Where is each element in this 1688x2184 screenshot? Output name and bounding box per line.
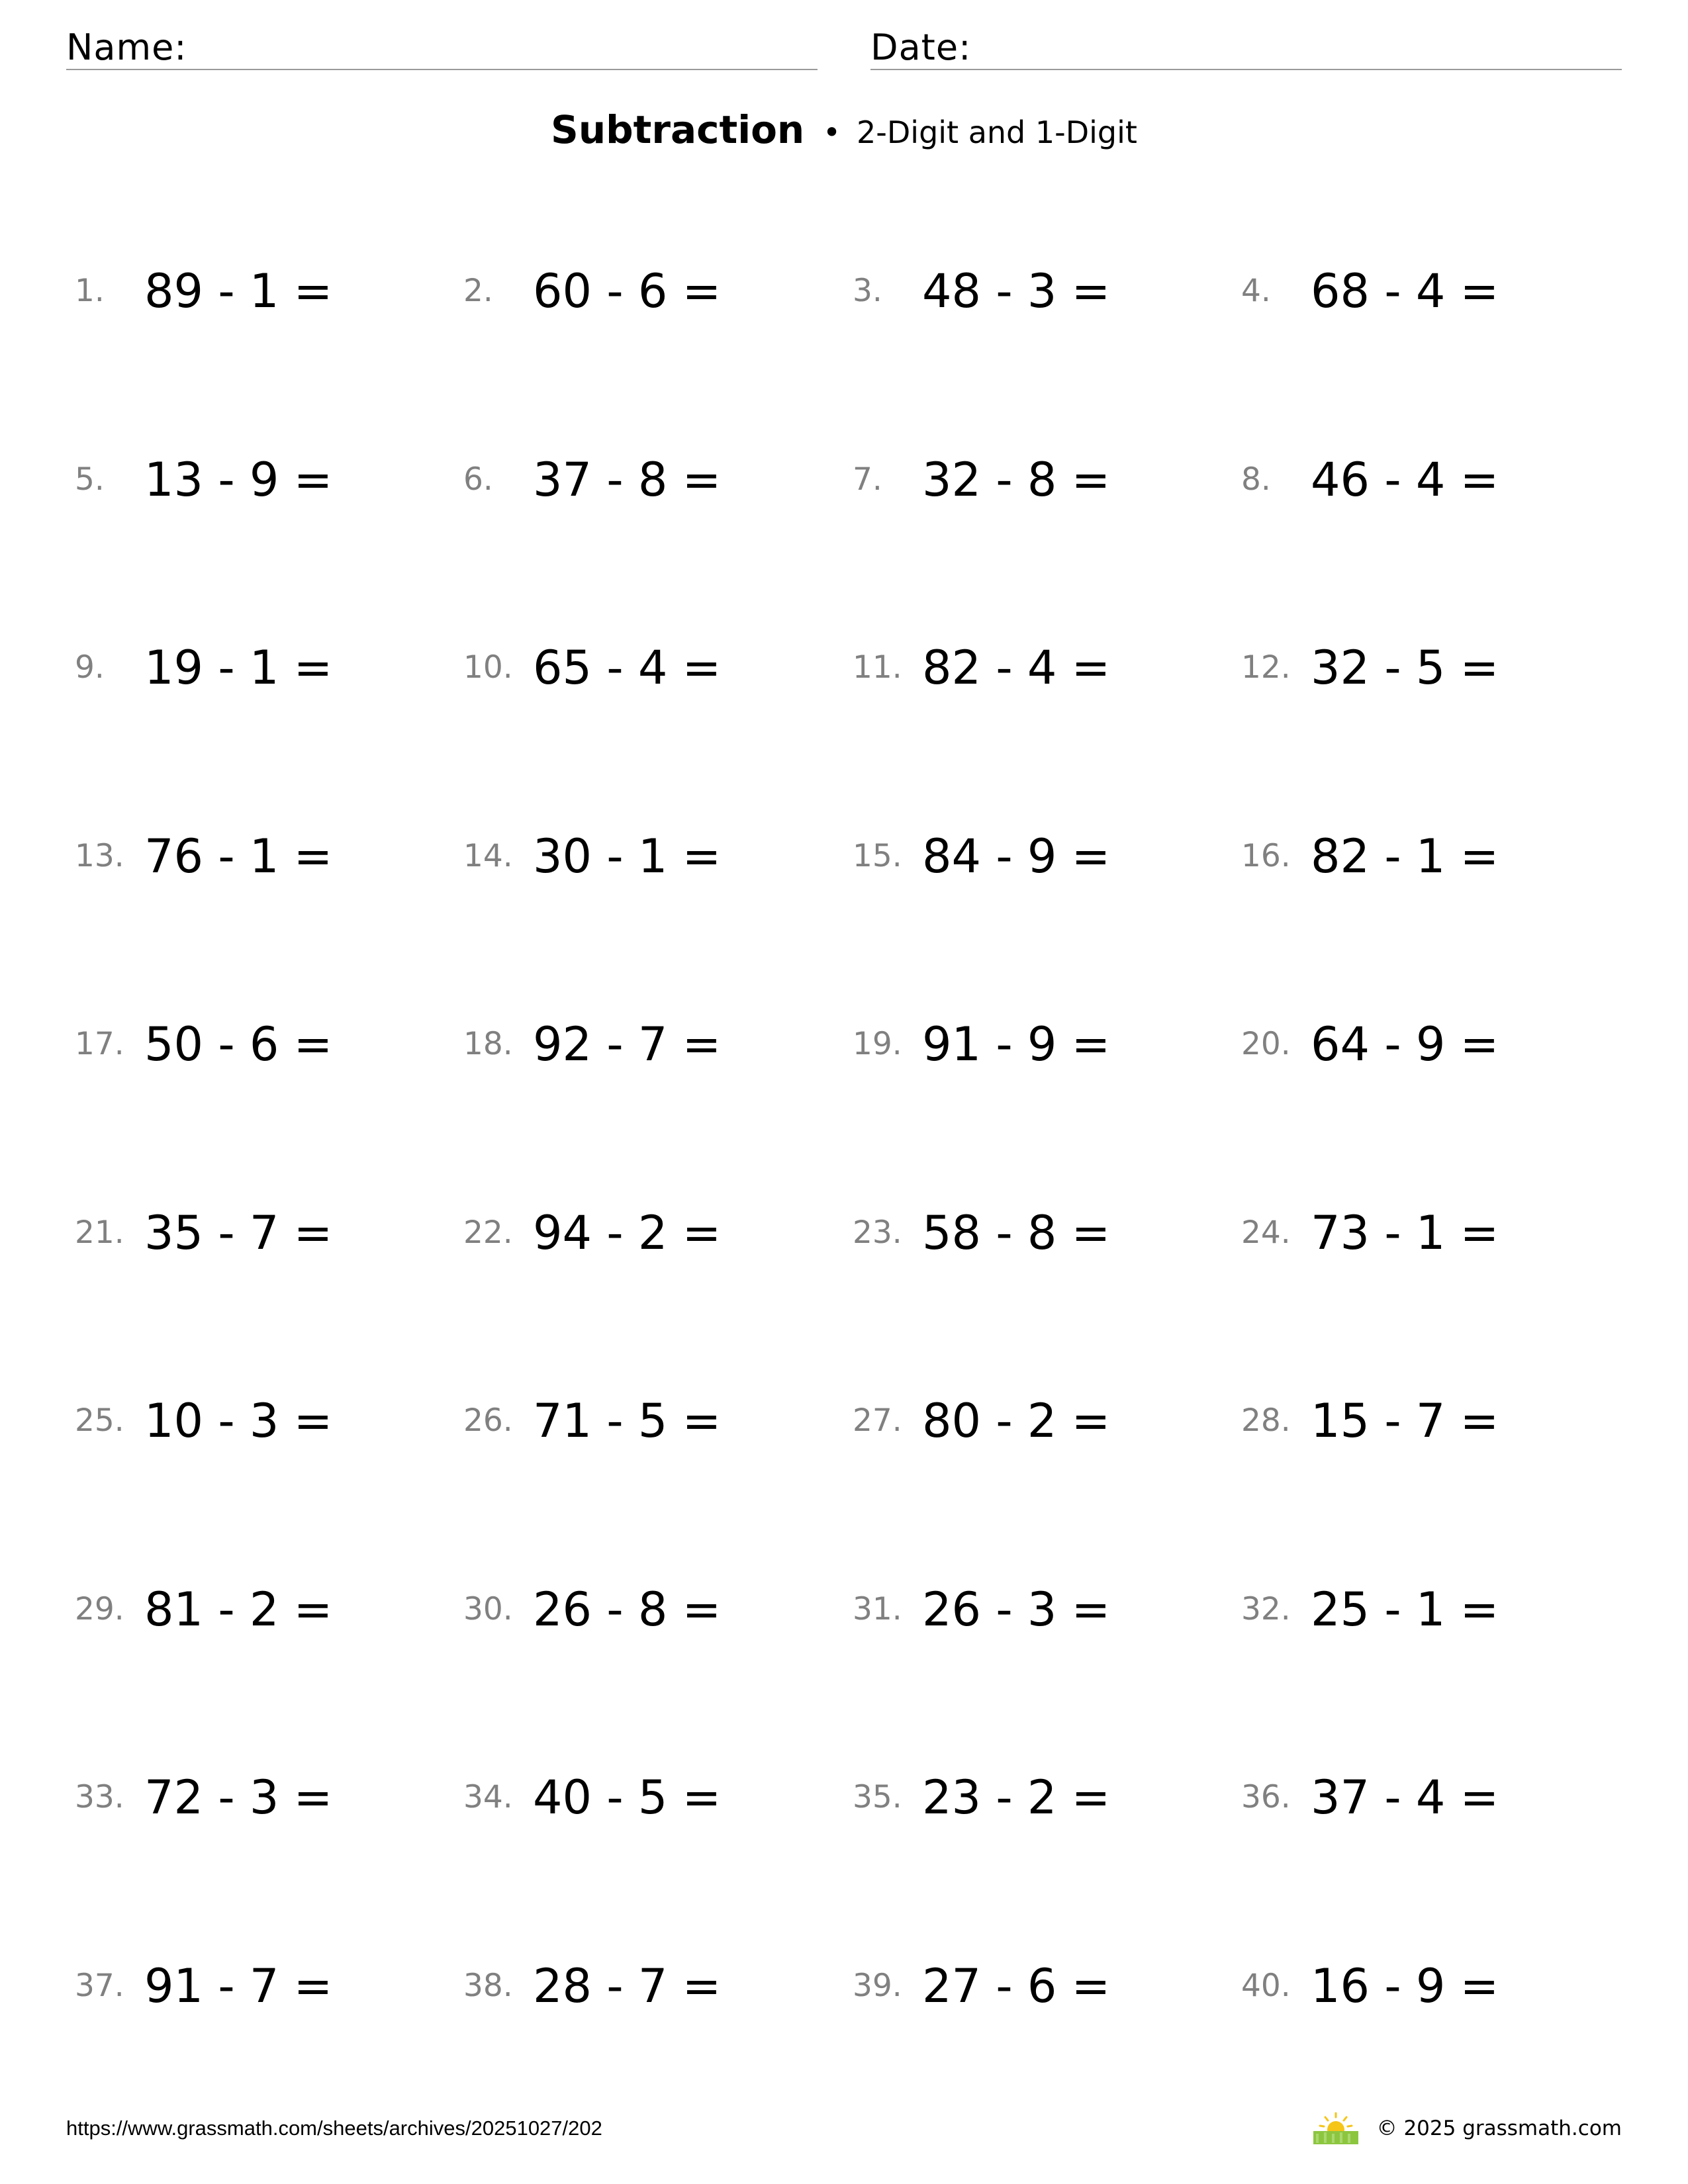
problem-equation: 71 - 5 = (533, 1394, 722, 1448)
problem-item (75, 1391, 445, 1451)
problem-item (75, 638, 445, 698)
problem-equation: 68 - 4 = (1311, 264, 1499, 318)
problem-item (853, 1580, 1223, 1639)
problem-item (463, 1391, 834, 1451)
problem-item (75, 1768, 445, 1827)
problem-number: 13. (75, 838, 124, 874)
problem-number: 14. (463, 838, 513, 874)
problem-number: 35. (853, 1779, 902, 1815)
problem-number: 40. (1241, 1968, 1291, 2004)
problem-number: 1. (75, 273, 105, 309)
problem-equation: 81 - 2 = (144, 1582, 333, 1637)
problem-equation: 40 - 5 = (533, 1770, 722, 1825)
problem-equation: 76 - 1 = (144, 829, 333, 884)
problem-number: 10. (463, 649, 513, 686)
title-bullet: • (823, 114, 841, 150)
problem-equation: 32 - 8 = (922, 453, 1111, 507)
problem-equation: 50 - 6 = (144, 1017, 333, 1071)
problem-equation: 32 - 5 = (1311, 641, 1499, 695)
problem-number: 15. (853, 838, 902, 874)
problem-number: 31. (853, 1591, 902, 1627)
problem-item (853, 261, 1223, 321)
problem-equation: 58 - 8 = (922, 1206, 1111, 1260)
problem-equation: 35 - 7 = (144, 1206, 333, 1260)
problem-number: 27. (853, 1402, 902, 1439)
problem-number: 19. (853, 1026, 902, 1062)
problem-item (463, 1956, 834, 2016)
problem-equation: 10 - 3 = (144, 1394, 333, 1448)
problem-number: 16. (1241, 838, 1291, 874)
problem-number: 2. (463, 273, 493, 309)
problem-number: 30. (463, 1591, 513, 1627)
problem-item (463, 1015, 834, 1074)
problem-item (853, 1391, 1223, 1451)
problem-number: 36. (1241, 1779, 1291, 1815)
problem-item (463, 1203, 834, 1263)
footer-brand (1312, 2110, 1622, 2147)
problem-item (1241, 261, 1612, 321)
problem-number: 29. (75, 1591, 124, 1627)
problem-equation: 23 - 2 = (922, 1770, 1111, 1825)
problem-item (1241, 1956, 1612, 2016)
problem-number: 12. (1241, 649, 1291, 686)
problem-equation: 73 - 1 = (1311, 1206, 1499, 1260)
problem-equation: 80 - 2 = (922, 1394, 1111, 1448)
problem-equation: 82 - 4 = (922, 641, 1111, 695)
problem-item (75, 1956, 445, 2016)
problem-equation: 25 - 1 = (1311, 1582, 1499, 1637)
problem-equation: 91 - 7 = (144, 1959, 333, 2013)
problem-item (1241, 1015, 1612, 1074)
problem-equation: 72 - 3 = (144, 1770, 333, 1825)
problem-equation: 64 - 9 = (1311, 1017, 1499, 1071)
problem-item (75, 1203, 445, 1263)
problem-number: 38. (463, 1968, 513, 2004)
problem-equation: 46 - 4 = (1311, 453, 1499, 507)
problem-number: 33. (75, 1779, 124, 1815)
problem-equation: 30 - 1 = (533, 829, 722, 884)
problem-equation: 82 - 1 = (1311, 829, 1499, 884)
problem-equation: 89 - 1 = (144, 264, 333, 318)
problem-number: 23. (853, 1214, 902, 1251)
problem-number: 11. (853, 649, 902, 686)
problem-equation: 19 - 1 = (144, 641, 333, 695)
problem-equation: 27 - 6 = (922, 1959, 1111, 2013)
title-subtitle: 2-Digit and 1-Digit (857, 114, 1137, 150)
problem-equation: 28 - 7 = (533, 1959, 722, 2013)
problem-equation: 37 - 8 = (533, 453, 722, 507)
problem-item (463, 638, 834, 698)
problem-item (1241, 450, 1612, 510)
problem-item (463, 1580, 834, 1639)
problem-number: 8. (1241, 461, 1271, 498)
problem-equation: 16 - 9 = (1311, 1959, 1499, 2013)
name-label: Name: (66, 26, 187, 68)
grass-sun-logo-icon (1312, 2111, 1360, 2146)
problem-item (1241, 1203, 1612, 1263)
problem-item (463, 450, 834, 510)
problem-number: 28. (1241, 1402, 1291, 1439)
problem-item (853, 1203, 1223, 1263)
problem-number: 26. (463, 1402, 513, 1439)
problem-item (853, 450, 1223, 510)
date-label: Date: (870, 26, 972, 68)
problem-item (75, 1580, 445, 1639)
problem-equation: 15 - 7 = (1311, 1394, 1499, 1448)
problem-equation: 37 - 4 = (1311, 1770, 1499, 1825)
title-main: Subtraction (551, 107, 805, 152)
problem-item (1241, 1580, 1612, 1639)
problem-number: 7. (853, 461, 882, 498)
problem-item (75, 1015, 445, 1074)
problem-item (853, 638, 1223, 698)
problem-equation: 48 - 3 = (922, 264, 1111, 318)
problem-equation: 91 - 9 = (922, 1017, 1111, 1071)
problem-number: 34. (463, 1779, 513, 1815)
problem-item (1241, 1391, 1612, 1451)
problem-number: 37. (75, 1968, 124, 2004)
problem-equation: 60 - 6 = (533, 264, 722, 318)
problem-number: 5. (75, 461, 105, 498)
problem-item (463, 827, 834, 886)
problem-equation: 26 - 3 = (922, 1582, 1111, 1637)
problem-item (463, 261, 834, 321)
problem-number: 9. (75, 649, 105, 686)
problem-number: 18. (463, 1026, 513, 1062)
problem-item (853, 1015, 1223, 1074)
problem-item (1241, 1768, 1612, 1827)
problem-number: 32. (1241, 1591, 1291, 1627)
problem-number: 20. (1241, 1026, 1291, 1062)
problem-number: 25. (75, 1402, 124, 1439)
problem-item (75, 450, 445, 510)
problem-number: 17. (75, 1026, 124, 1062)
footer-url: https://www.grassmath.com/sheets/archives/20251027/202 (66, 2116, 602, 2140)
problem-item (1241, 827, 1612, 886)
problem-item (463, 1768, 834, 1827)
copyright-text: © 2025 grassmath.com (1376, 2116, 1622, 2140)
problem-number: 3. (853, 273, 882, 309)
problem-item (853, 1956, 1223, 2016)
problem-equation: 84 - 9 = (922, 829, 1111, 884)
problem-item (853, 827, 1223, 886)
problem-number: 22. (463, 1214, 513, 1251)
problem-number: 39. (853, 1968, 902, 2004)
problem-equation: 26 - 8 = (533, 1582, 722, 1637)
problem-item (853, 1768, 1223, 1827)
problem-item (75, 827, 445, 886)
problem-number: 21. (75, 1214, 124, 1251)
problem-equation: 94 - 2 = (533, 1206, 722, 1260)
problem-item (1241, 638, 1612, 698)
problem-number: 24. (1241, 1214, 1291, 1251)
problem-equation: 13 - 9 = (144, 453, 333, 507)
problem-number: 6. (463, 461, 493, 498)
problem-equation: 92 - 7 = (533, 1017, 722, 1071)
problem-item (75, 261, 445, 321)
problem-equation: 65 - 4 = (533, 641, 722, 695)
problem-number: 4. (1241, 273, 1271, 309)
